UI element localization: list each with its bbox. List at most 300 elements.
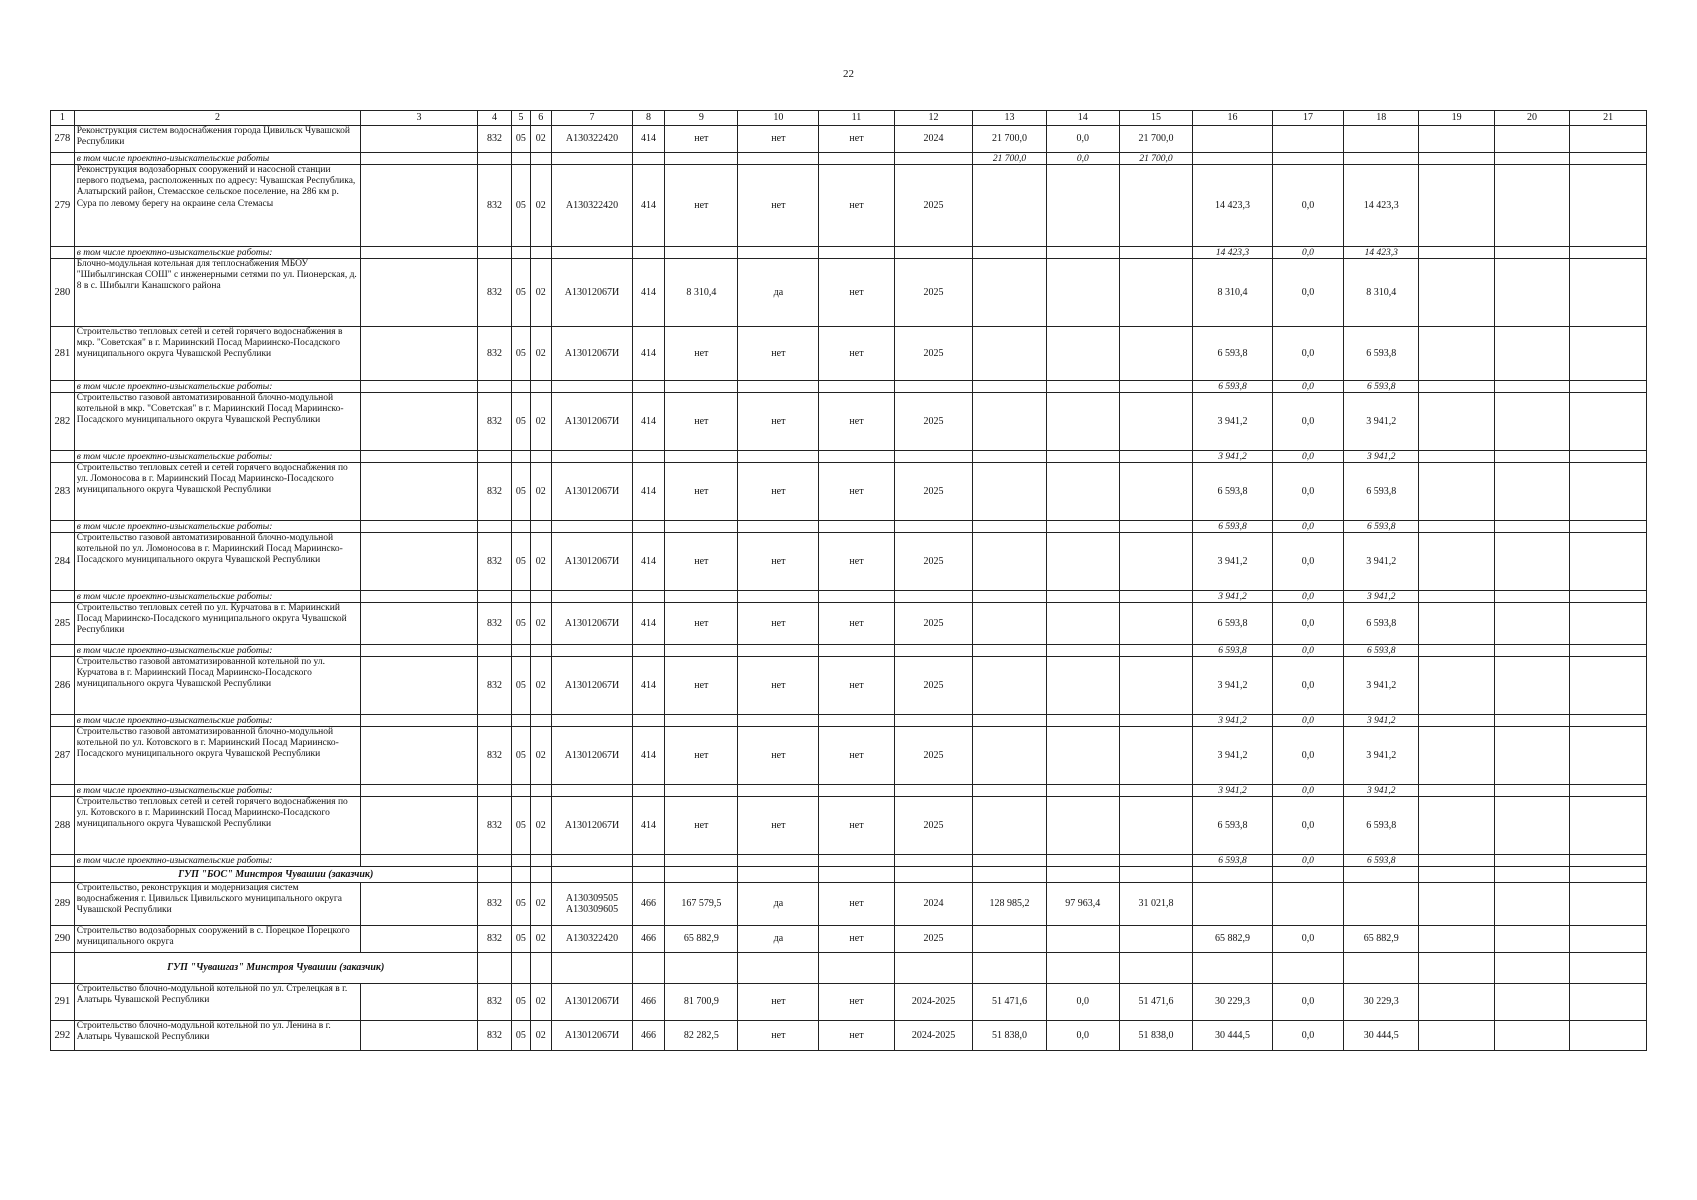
cell-col-6: 02 [530,797,552,855]
cell-col-9: 65 882,9 [665,926,738,953]
cell-col-11: нет [819,1021,894,1051]
cell-col-16: 3 941,2 [1193,591,1273,603]
subtotal-row [51,855,1647,867]
cell-col-9: нет [665,533,738,591]
row-number: 287 [51,727,75,785]
cell-col-13 [973,727,1046,785]
cell-col-4: 832 [477,926,511,953]
cell-col-17: 0,0 [1272,327,1343,381]
cell-col-7 [552,715,633,727]
project-name: Строительство газовой автоматизированной блочно-модульной котельной по ул. Котовского в г. Мариинский Посад Мариинско-Посадского муниципального округа Чувашской Республики [74,727,361,785]
cell-col-13 [973,165,1046,247]
cell-col-7: А13012067И [552,463,633,521]
cell-col-18: 6 593,8 [1344,855,1419,867]
cell-col-11 [819,855,894,867]
cell-col-1 [51,381,75,393]
cell-col-9 [665,451,738,463]
cell-col-12: 2025 [894,657,973,715]
cell-col-16: 3 941,2 [1193,451,1273,463]
cell-col-11: нет [819,393,894,451]
cell-col-21 [1570,381,1647,393]
cell-col-13 [973,797,1046,855]
cell-col-20 [1494,785,1569,797]
cell-col-7 [552,855,633,867]
cell-col-19 [1419,591,1494,603]
cell-col-7: А130309505 А130309605 [552,883,633,926]
cell-col-20 [1494,926,1569,953]
cell-col-3 [361,533,477,591]
cell-col-20 [1494,657,1569,715]
cell-col-17: 0,0 [1272,855,1343,867]
cell-col-4: 832 [477,393,511,451]
cell-col-4 [477,715,511,727]
cell-col-17: 0,0 [1272,797,1343,855]
cell-col-10 [738,867,819,883]
cell-col-12: 2025 [894,797,973,855]
cell-col-11 [819,521,894,533]
cell-col-21 [1570,1021,1647,1051]
cell-col-13 [973,867,1046,883]
cell-col-15 [1119,393,1192,451]
cell-col-20 [1494,327,1569,381]
column-number-10: 10 [738,111,819,126]
cell-col-21 [1570,591,1647,603]
cell-col-12 [894,381,973,393]
cell-col-11: нет [819,984,894,1021]
cell-col-21 [1570,953,1647,984]
cell-col-1 [51,715,75,727]
subtotal-label: в том числе проектно-изыскательские работы: [74,715,361,727]
cell-col-15: 21 700,0 [1119,153,1192,165]
cell-col-3 [361,153,477,165]
column-number-12: 12 [894,111,973,126]
cell-col-19 [1419,1021,1494,1051]
cell-col-16: 6 593,8 [1193,855,1273,867]
cell-col-9 [665,521,738,533]
cell-col-17 [1272,153,1343,165]
cell-col-15 [1119,797,1192,855]
cell-col-1 [51,591,75,603]
table-row [51,533,1647,591]
cell-col-20 [1494,259,1569,327]
cell-col-6: 02 [530,657,552,715]
cell-col-5 [512,645,530,657]
cell-col-7 [552,451,633,463]
cell-col-11: нет [819,657,894,715]
cell-col-20 [1494,867,1569,883]
cell-col-12: 2025 [894,603,973,645]
cell-col-14 [1046,165,1119,247]
cell-col-19 [1419,797,1494,855]
cell-col-3 [361,451,477,463]
cell-col-7: А13012067И [552,393,633,451]
cell-col-3 [361,984,477,1021]
cell-col-3 [361,591,477,603]
cell-col-21 [1570,451,1647,463]
cell-col-6 [530,785,552,797]
cell-col-20 [1494,953,1569,984]
table-row [51,657,1647,715]
cell-col-13 [973,785,1046,797]
cell-col-3 [361,926,477,953]
cell-col-4 [477,645,511,657]
cell-col-21 [1570,926,1647,953]
cell-col-19 [1419,657,1494,715]
column-number-20: 20 [1494,111,1569,126]
cell-col-15 [1119,533,1192,591]
cell-col-19 [1419,984,1494,1021]
cell-col-20 [1494,715,1569,727]
cell-col-15 [1119,603,1192,645]
cell-col-4 [477,785,511,797]
cell-col-18: 6 593,8 [1344,797,1419,855]
column-number-15: 15 [1119,111,1192,126]
table-row [51,797,1647,855]
table-row [51,883,1647,926]
row-number: 279 [51,165,75,247]
cell-col-13 [973,521,1046,533]
cell-col-21 [1570,533,1647,591]
cell-col-5 [512,715,530,727]
cell-col-15: 51 471,6 [1119,984,1192,1021]
cell-col-6 [530,953,552,984]
cell-col-17: 0,0 [1272,521,1343,533]
cell-col-8: 466 [632,883,664,926]
column-number-4: 4 [477,111,511,126]
cell-col-10 [738,953,819,984]
cell-col-13 [973,926,1046,953]
cell-col-19 [1419,867,1494,883]
cell-col-5: 05 [512,926,530,953]
cell-col-19 [1419,153,1494,165]
cell-col-9: нет [665,393,738,451]
cell-col-3 [361,259,477,327]
cell-col-10: да [738,883,819,926]
cell-col-11 [819,247,894,259]
cell-col-21 [1570,393,1647,451]
group-header-row [51,953,1647,984]
row-number: 278 [51,126,75,153]
cell-col-7 [552,867,633,883]
cell-col-15 [1119,657,1192,715]
cell-col-18 [1344,867,1419,883]
cell-col-4: 832 [477,327,511,381]
column-number-11: 11 [819,111,894,126]
cell-col-7: А13012067И [552,327,633,381]
cell-col-5 [512,953,530,984]
cell-col-12: 2024-2025 [894,1021,973,1051]
cell-col-18: 6 593,8 [1344,381,1419,393]
cell-col-15 [1119,645,1192,657]
cell-col-12 [894,247,973,259]
group-header-row [51,867,1647,883]
cell-col-18: 3 941,2 [1344,393,1419,451]
cell-col-21 [1570,867,1647,883]
cell-col-12: 2025 [894,393,973,451]
cell-col-20 [1494,797,1569,855]
cell-col-10 [738,153,819,165]
cell-col-5: 05 [512,393,530,451]
cell-col-10 [738,451,819,463]
cell-col-8: 414 [632,603,664,645]
cell-col-19 [1419,603,1494,645]
cell-col-18: 6 593,8 [1344,645,1419,657]
cell-col-3 [361,645,477,657]
cell-col-14: 0,0 [1046,153,1119,165]
cell-col-5 [512,247,530,259]
cell-col-3 [361,855,477,867]
column-number-17: 17 [1272,111,1343,126]
cell-col-20 [1494,883,1569,926]
cell-col-8: 414 [632,797,664,855]
cell-col-16: 6 593,8 [1193,381,1273,393]
cell-col-13 [973,603,1046,645]
cell-col-20 [1494,521,1569,533]
cell-col-17: 0,0 [1272,165,1343,247]
cell-col-20 [1494,463,1569,521]
cell-col-12: 2025 [894,926,973,953]
cell-col-6 [530,381,552,393]
cell-col-20 [1494,153,1569,165]
project-name: Строительство газовой автоматизированной котельной по ул. Курчатова в г. Мариинский Посад Мариинско-Посадского муниципального округа Чувашской Республики [74,657,361,715]
cell-col-8: 414 [632,657,664,715]
cell-col-6 [530,451,552,463]
subtotal-row [51,247,1647,259]
cell-col-19 [1419,451,1494,463]
cell-col-1 [51,855,75,867]
cell-col-19 [1419,381,1494,393]
cell-col-21 [1570,715,1647,727]
cell-col-12: 2024 [894,126,973,153]
cell-col-9 [665,867,738,883]
cell-col-13: 128 985,2 [973,883,1046,926]
cell-col-4: 832 [477,727,511,785]
cell-col-15: 51 838,0 [1119,1021,1192,1051]
cell-col-17: 0,0 [1272,785,1343,797]
column-number-row [51,111,1647,126]
cell-col-16: 6 593,8 [1193,521,1273,533]
project-name: Строительство водозаборных сооружений в с. Порецкое Порецкого муниципального округа [74,926,361,953]
cell-col-21 [1570,727,1647,785]
cell-col-18: 3 941,2 [1344,715,1419,727]
cell-col-11: нет [819,533,894,591]
cell-col-17 [1272,867,1343,883]
cell-col-6: 02 [530,533,552,591]
cell-col-20 [1494,393,1569,451]
cell-col-9: нет [665,727,738,785]
cell-col-10: нет [738,1021,819,1051]
column-number-5: 5 [512,111,530,126]
cell-col-10 [738,591,819,603]
cell-col-13 [973,381,1046,393]
cell-col-19 [1419,953,1494,984]
subtotal-row [51,715,1647,727]
cell-col-8 [632,153,664,165]
cell-col-17: 0,0 [1272,259,1343,327]
cell-col-7 [552,953,633,984]
cell-col-6: 02 [530,984,552,1021]
cell-col-21 [1570,883,1647,926]
cell-col-4: 832 [477,603,511,645]
cell-col-7: А13012067И [552,533,633,591]
subtotal-label: в том числе проектно-изыскательские работы: [74,785,361,797]
cell-col-17: 0,0 [1272,645,1343,657]
cell-col-3 [361,1021,477,1051]
cell-col-9 [665,153,738,165]
cell-col-16: 6 593,8 [1193,327,1273,381]
cell-col-12: 2025 [894,727,973,785]
cell-col-21 [1570,463,1647,521]
project-name: Строительство тепловых сетей по ул. Курчатова в г. Мариинский Посад Мариинско-Посадского муниципального округа Чувашской Республики [74,603,361,645]
cell-col-8 [632,521,664,533]
cell-col-16: 30 444,5 [1193,1021,1273,1051]
cell-col-10 [738,247,819,259]
cell-col-8: 414 [632,327,664,381]
cell-col-20 [1494,591,1569,603]
cell-col-4: 832 [477,883,511,926]
cell-col-4: 832 [477,657,511,715]
cell-col-15 [1119,247,1192,259]
cell-col-5: 05 [512,657,530,715]
cell-col-20 [1494,984,1569,1021]
cell-col-11: нет [819,603,894,645]
cell-col-8 [632,591,664,603]
cell-col-10: нет [738,327,819,381]
cell-col-21 [1570,521,1647,533]
cell-col-6: 02 [530,393,552,451]
cell-col-16: 3 941,2 [1193,393,1273,451]
cell-col-5: 05 [512,463,530,521]
cell-col-13 [973,715,1046,727]
cell-col-5: 05 [512,126,530,153]
project-name: Строительство, реконструкция и модернизация систем водоснабжения г. Цивильск Цивильского муниципального округа Чувашской Республики [74,883,361,926]
cell-col-8 [632,451,664,463]
cell-col-7: А13012067И [552,603,633,645]
cell-col-8: 414 [632,393,664,451]
row-number: 290 [51,926,75,953]
cell-col-20 [1494,533,1569,591]
cell-col-18: 6 593,8 [1344,463,1419,521]
cell-col-12 [894,591,973,603]
cell-col-6 [530,715,552,727]
project-name: Строительство газовой автоматизированной блочно-модульной котельной по ул. Ломоносова в г. Мариинский Посад Мариинско-Посадского муниципального округа Чувашской Республики [74,533,361,591]
row-number: 285 [51,603,75,645]
cell-col-15 [1119,953,1192,984]
cell-col-16 [1193,953,1273,984]
cell-col-18 [1344,953,1419,984]
cell-col-7 [552,645,633,657]
cell-col-14: 97 963,4 [1046,883,1119,926]
cell-col-14 [1046,463,1119,521]
table-row [51,926,1647,953]
cell-col-15 [1119,259,1192,327]
cell-col-6: 02 [530,926,552,953]
subtotal-label: в том числе проектно-изыскательские работы: [74,451,361,463]
cell-col-6 [530,867,552,883]
cell-col-16: 3 941,2 [1193,715,1273,727]
cell-col-7: А13012067И [552,727,633,785]
cell-col-11 [819,451,894,463]
cell-col-3 [361,393,477,451]
cell-col-11 [819,591,894,603]
cell-col-15 [1119,785,1192,797]
cell-col-16: 3 941,2 [1193,533,1273,591]
cell-col-17: 0,0 [1272,591,1343,603]
row-number: 292 [51,1021,75,1051]
project-name: Блочно-модульная котельная для теплоснабжения МБОУ "Шибылгинская СОШ" с инженерными сетями по ул. Пионерская, д. 8 в с. Шибылги Канашского района [74,259,361,327]
cell-col-7: А130322420 [552,926,633,953]
cell-col-8: 466 [632,926,664,953]
cell-col-10: да [738,259,819,327]
cell-col-14 [1046,657,1119,715]
cell-col-14 [1046,715,1119,727]
cell-col-13: 51 471,6 [973,984,1046,1021]
cell-col-3 [361,715,477,727]
subtotal-label: в том числе проектно-изыскательские работы [74,153,361,165]
cell-col-17: 0,0 [1272,657,1343,715]
cell-col-12: 2025 [894,463,973,521]
cell-col-15: 31 021,8 [1119,883,1192,926]
cell-col-14 [1046,451,1119,463]
cell-col-19 [1419,393,1494,451]
cell-col-19 [1419,165,1494,247]
cell-col-11: нет [819,883,894,926]
cell-col-14: 0,0 [1046,1021,1119,1051]
cell-col-13 [973,855,1046,867]
cell-col-10 [738,715,819,727]
cell-col-5: 05 [512,259,530,327]
column-number-2: 2 [74,111,361,126]
cell-col-9 [665,855,738,867]
column-number-16: 16 [1193,111,1273,126]
cell-col-4 [477,451,511,463]
cell-col-18 [1344,126,1419,153]
cell-col-3 [361,785,477,797]
table-row [51,603,1647,645]
cell-col-8 [632,855,664,867]
cell-col-14 [1046,855,1119,867]
cell-col-19 [1419,247,1494,259]
subtotal-row [51,381,1647,393]
cell-col-17 [1272,883,1343,926]
cell-col-3 [361,126,477,153]
cell-col-3 [361,165,477,247]
cell-col-4 [477,153,511,165]
cell-col-20 [1494,126,1569,153]
cell-col-8 [632,645,664,657]
table-row [51,165,1647,247]
cell-col-19 [1419,521,1494,533]
cell-col-10: нет [738,657,819,715]
cell-col-16: 6 593,8 [1193,603,1273,645]
cell-col-4 [477,381,511,393]
row-number: 281 [51,327,75,381]
cell-col-14 [1046,247,1119,259]
cell-col-8 [632,953,664,984]
cell-col-15 [1119,521,1192,533]
cell-col-8: 414 [632,126,664,153]
cell-col-15 [1119,327,1192,381]
cell-col-15: 21 700,0 [1119,126,1192,153]
cell-col-18: 6 593,8 [1344,327,1419,381]
cell-col-4: 832 [477,797,511,855]
cell-col-18: 30 444,5 [1344,1021,1419,1051]
cell-col-12 [894,645,973,657]
cell-col-17: 0,0 [1272,926,1343,953]
cell-col-9: 8 310,4 [665,259,738,327]
cell-col-5: 05 [512,603,530,645]
cell-col-7: А130322420 [552,165,633,247]
